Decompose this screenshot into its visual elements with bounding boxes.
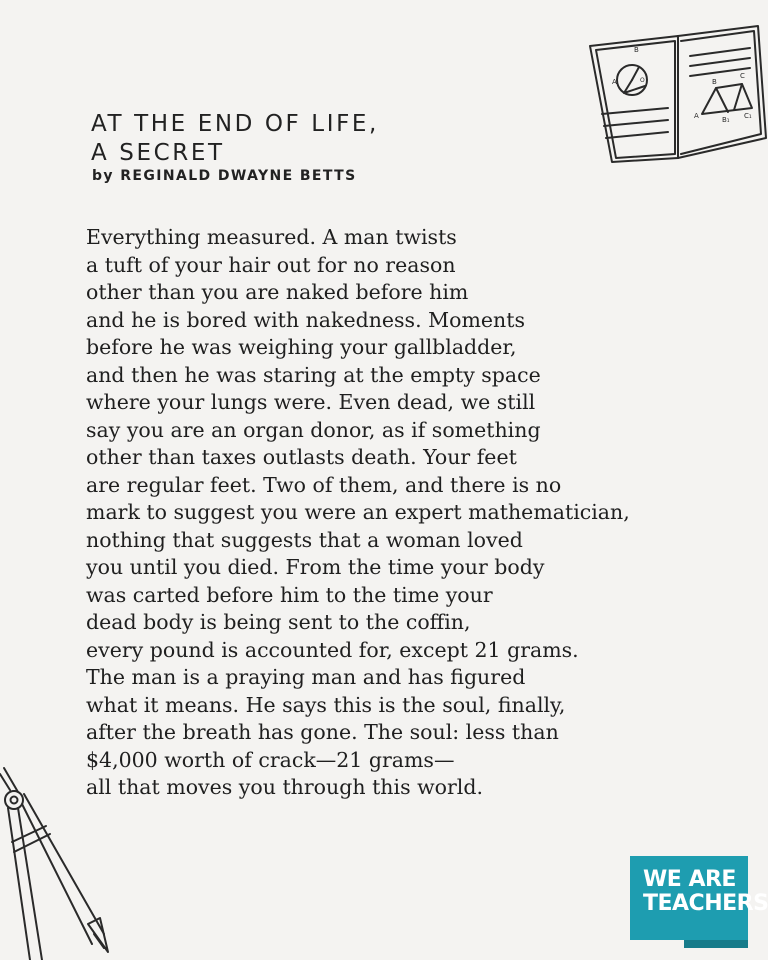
poem-line: before he was weighing your gallbladder,: [86, 335, 517, 359]
logo-line-2: TEACHERS: [643, 891, 768, 916]
poem-line: all that moves you through this world.: [86, 775, 483, 799]
book-label-b: B: [634, 46, 639, 54]
book-label-c1: C₁: [744, 112, 752, 120]
poem-author: by REGINALD DWAYNE BETTS: [92, 168, 357, 184]
book-label-a-right: A: [694, 112, 699, 120]
we-are-teachers-logo: [630, 856, 768, 940]
poem-line: Everything measured. A man twists: [86, 225, 457, 249]
poem-line: and he is bored with nakedness. Moments: [86, 307, 525, 332]
poem-line: what it means. He says this is the soul, finally,: [86, 692, 566, 717]
logo-line-1: WE ARE: [643, 867, 736, 892]
book-label-b1: B₁: [722, 116, 730, 124]
poem-line: other than you are naked before him: [86, 280, 469, 304]
poem-title-line-2: A SECRET: [91, 140, 225, 166]
open-geometry-book-icon: [582, 18, 768, 168]
poem-line: say you are an organ donor, as if something: [86, 417, 541, 442]
poem-line: mark to suggest you were an expert mathematician,: [86, 500, 630, 524]
poem-line: The man is a praying man and has figured: [86, 665, 526, 689]
poem-line: every pound is accounted for, except 21 grams.: [86, 637, 579, 662]
poem-line: was carted before him to the time your: [86, 582, 493, 607]
poem-body: [86, 224, 630, 802]
book-label-b-right: B: [712, 78, 717, 86]
drawing-compass-icon: [0, 738, 110, 960]
poem-title: [91, 110, 379, 168]
logo-tab: [684, 940, 748, 948]
book-label-c-right: C: [740, 72, 745, 80]
poem-title-line-1: AT THE END OF LIFE,: [91, 111, 379, 137]
poem-line: are regular feet. Two of them, and there is no: [86, 472, 562, 497]
poem-line: you until you died. From the time your body: [86, 555, 545, 579]
book-label-a: A: [612, 78, 617, 86]
poem-line: $4,000 worth of crack—21 grams—: [86, 747, 455, 772]
poem-line: nothing that suggests that a woman loved: [86, 527, 523, 552]
poem-line: where your lungs were. Even dead, we still: [86, 390, 536, 414]
poem-line: and then he was staring at the empty space: [86, 362, 541, 387]
poem-line: dead body is being sent to the coffin,: [86, 610, 471, 634]
book-label-o: O: [640, 77, 645, 84]
poem-line: other than taxes outlasts death. Your feet: [86, 445, 517, 469]
poem-line: a tuft of your hair out for no reason: [86, 252, 456, 277]
poem-line: after the breath has gone. The soul: less than: [86, 720, 559, 744]
